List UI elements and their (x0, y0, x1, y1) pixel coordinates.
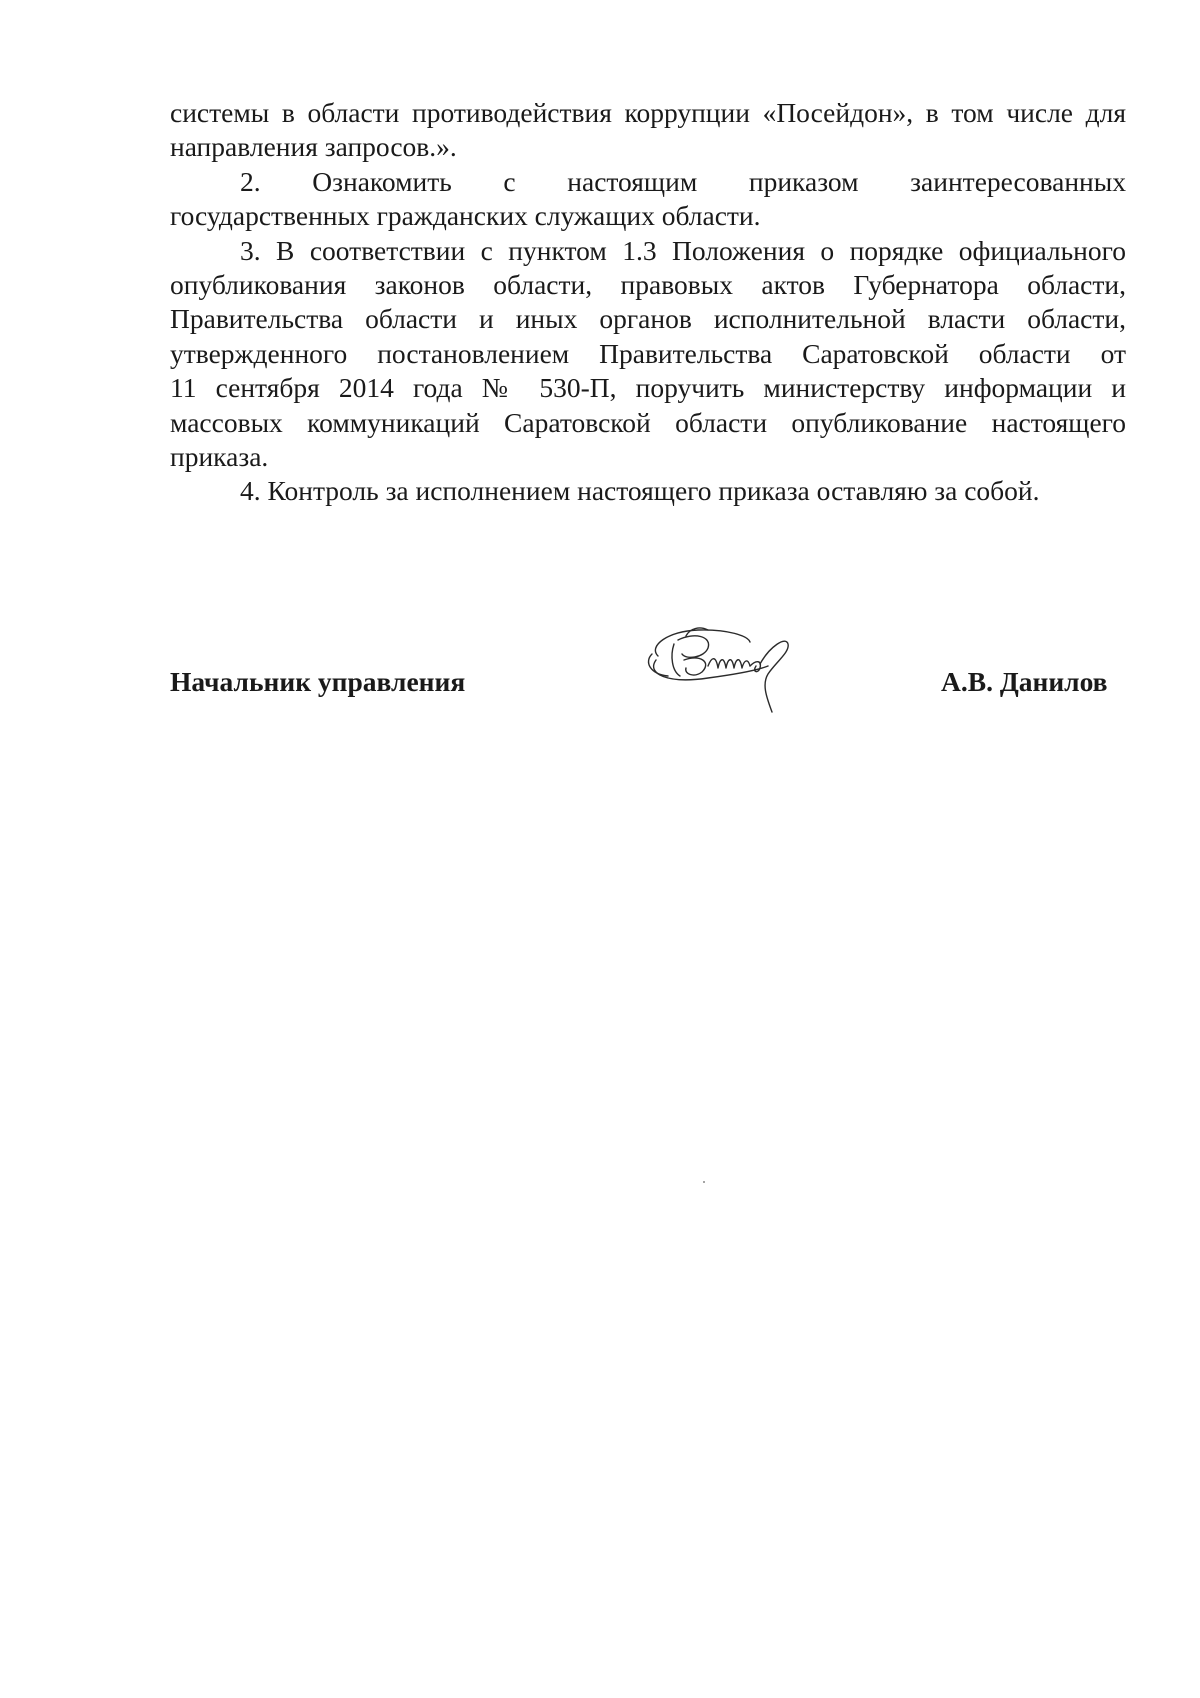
text-line: государственных гражданских служащих области. (170, 200, 761, 232)
signatory-name: А.В. Данилов (941, 666, 1108, 697)
text-line: направления запросов.». (170, 131, 457, 163)
text-line: массовых коммуникаций Саратовской области опубликование настоящего (170, 406, 1126, 438)
text-line: приказа. (170, 441, 269, 473)
text-line: Правительства области и иных органов исполнительной власти области, (170, 303, 1126, 335)
paragraph-4: 4. Контроль за исполнением настоящего приказа оставляю за собой. (240, 475, 1040, 507)
paragraph-3-start: 3. В соответствии с пунктом 1.3 Положения о порядке официального (240, 234, 1126, 266)
text-line: утвержденного постановлением Правительства Саратовской области от (170, 337, 1126, 369)
scan-speck (703, 1181, 705, 1183)
paragraph-2-start: 2. Ознакомить с настоящим приказом заинтересованных (240, 165, 1126, 197)
text-line: 11 сентября 2014 года № 530-П, поручить министерству информации и (170, 372, 1126, 404)
text-line: опубликования законов области, правовых актов Губернатора области, (170, 269, 1126, 301)
document-body (170, 96, 1126, 509)
text-line: системы в области противодействия коррупции «Посейдон», в том числе для (170, 97, 1126, 128)
signatory-position: Начальник управления (170, 666, 466, 697)
handwritten-signature (638, 616, 818, 716)
